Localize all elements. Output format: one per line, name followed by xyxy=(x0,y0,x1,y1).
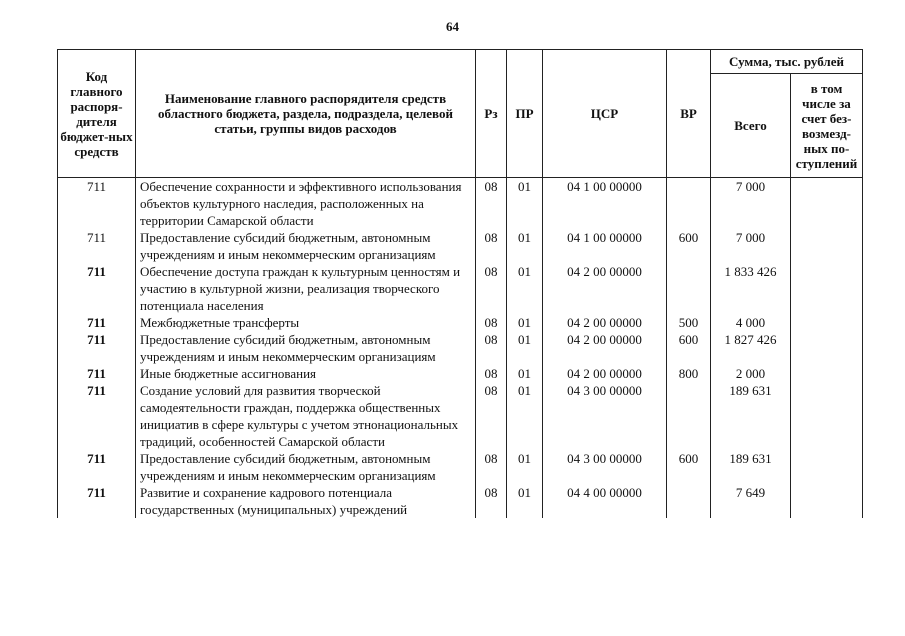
cell-pr: 01 xyxy=(507,314,543,331)
cell-gratuitous xyxy=(791,314,863,331)
cell-total: 2 000 xyxy=(711,365,791,382)
cell-code: 711 xyxy=(58,331,136,365)
header-sum-group: Сумма, тыс. рублей xyxy=(711,50,863,74)
header-name: Наименование главного распорядителя средств областного бюджета, раздела, подраздела, целевой статьи, группы видов расходов xyxy=(136,50,476,178)
cell-code: 711 xyxy=(58,484,136,518)
cell-rz: 08 xyxy=(476,484,507,518)
table-row xyxy=(58,178,863,230)
cell-pr: 01 xyxy=(507,450,543,484)
table-row xyxy=(58,365,863,382)
table-row xyxy=(58,382,863,450)
cell-rz: 08 xyxy=(476,178,507,230)
cell-code: 711 xyxy=(58,229,136,263)
cell-gratuitous xyxy=(791,382,863,450)
cell-total: 7 000 xyxy=(711,178,791,230)
table-row xyxy=(58,331,863,365)
cell-rz: 08 xyxy=(476,450,507,484)
cell-gratuitous xyxy=(791,178,863,230)
cell-code: 711 xyxy=(58,263,136,314)
header-code: Код главного распоря-дителя бюджет-ных средств xyxy=(58,50,136,178)
cell-vr: 600 xyxy=(667,229,711,263)
cell-code: 711 xyxy=(58,314,136,331)
cell-rz: 08 xyxy=(476,229,507,263)
cell-gratuitous xyxy=(791,229,863,263)
budget-table xyxy=(57,49,863,518)
table-row xyxy=(58,450,863,484)
cell-name: Обеспечение сохранности и эффективного использования объектов культурного наследия, расположенных на территории Самарской области xyxy=(136,178,476,230)
cell-name: Обеспечение доступа граждан к культурным ценностям и участию в культурной жизни, реализация творческого потенциала населения xyxy=(136,263,476,314)
cell-name: Межбюджетные трансферты xyxy=(136,314,476,331)
cell-vr: 500 xyxy=(667,314,711,331)
table-body xyxy=(58,178,863,519)
cell-code: 711 xyxy=(58,365,136,382)
cell-pr: 01 xyxy=(507,331,543,365)
cell-rz: 08 xyxy=(476,382,507,450)
table-row xyxy=(58,263,863,314)
cell-code: 711 xyxy=(58,382,136,450)
cell-gratuitous xyxy=(791,263,863,314)
cell-csr: 04 3 00 00000 xyxy=(543,382,667,450)
cell-rz: 08 xyxy=(476,331,507,365)
cell-name: Иные бюджетные ассигнования xyxy=(136,365,476,382)
cell-vr xyxy=(667,382,711,450)
cell-csr: 04 4 00 00000 xyxy=(543,484,667,518)
cell-total: 1 827 426 xyxy=(711,331,791,365)
table-row xyxy=(58,314,863,331)
cell-name: Предоставление субсидий бюджетным, автономным учреждениям и иным некоммерческим организациям xyxy=(136,229,476,263)
cell-total: 1 833 426 xyxy=(711,263,791,314)
cell-rz: 08 xyxy=(476,314,507,331)
cell-pr: 01 xyxy=(507,382,543,450)
cell-pr: 01 xyxy=(507,365,543,382)
cell-name: Развитие и сохранение кадрового потенциала государственных (муниципальных) учреждений xyxy=(136,484,476,518)
cell-pr: 01 xyxy=(507,178,543,230)
header-total: Всего xyxy=(711,74,791,178)
cell-code: 711 xyxy=(58,178,136,230)
cell-gratuitous xyxy=(791,331,863,365)
cell-csr: 04 1 00 00000 xyxy=(543,229,667,263)
cell-gratuitous xyxy=(791,484,863,518)
cell-total: 4 000 xyxy=(711,314,791,331)
header-gratuitous: в том числе за счет без-возмезд-ных по-ступлений xyxy=(791,74,863,178)
table-row xyxy=(58,484,863,518)
header-csr: ЦСР xyxy=(543,50,667,178)
cell-csr: 04 2 00 00000 xyxy=(543,263,667,314)
cell-vr xyxy=(667,178,711,230)
cell-vr: 600 xyxy=(667,450,711,484)
cell-total: 189 631 xyxy=(711,382,791,450)
cell-gratuitous xyxy=(791,365,863,382)
cell-code: 711 xyxy=(58,450,136,484)
cell-rz: 08 xyxy=(476,365,507,382)
cell-csr: 04 2 00 00000 xyxy=(543,365,667,382)
header-rz: Рз xyxy=(476,50,507,178)
cell-pr: 01 xyxy=(507,229,543,263)
table-row xyxy=(58,229,863,263)
cell-csr: 04 2 00 00000 xyxy=(543,314,667,331)
header-pr: ПР xyxy=(507,50,543,178)
cell-gratuitous xyxy=(791,450,863,484)
cell-pr: 01 xyxy=(507,263,543,314)
cell-csr: 04 2 00 00000 xyxy=(543,331,667,365)
cell-csr: 04 1 00 00000 xyxy=(543,178,667,230)
header-vr: ВР xyxy=(667,50,711,178)
cell-total: 7 000 xyxy=(711,229,791,263)
cell-csr: 04 3 00 00000 xyxy=(543,450,667,484)
cell-name: Предоставление субсидий бюджетным, автономным учреждениям и иным некоммерческим организациям xyxy=(136,331,476,365)
cell-total: 7 649 xyxy=(711,484,791,518)
cell-name: Предоставление субсидий бюджетным, автономным учреждениям и иным некоммерческим организациям xyxy=(136,450,476,484)
cell-vr: 800 xyxy=(667,365,711,382)
cell-rz: 08 xyxy=(476,263,507,314)
cell-total: 189 631 xyxy=(711,450,791,484)
cell-pr: 01 xyxy=(507,484,543,518)
cell-vr xyxy=(667,484,711,518)
cell-name: Создание условий для развития творческой самодеятельности граждан, поддержка общественных инициатив в сфере культуры с учетом этнонациональных традиций, особенностей Самарской области xyxy=(136,382,476,450)
cell-vr: 600 xyxy=(667,331,711,365)
cell-vr xyxy=(667,263,711,314)
page-number: 64 xyxy=(446,19,459,34)
